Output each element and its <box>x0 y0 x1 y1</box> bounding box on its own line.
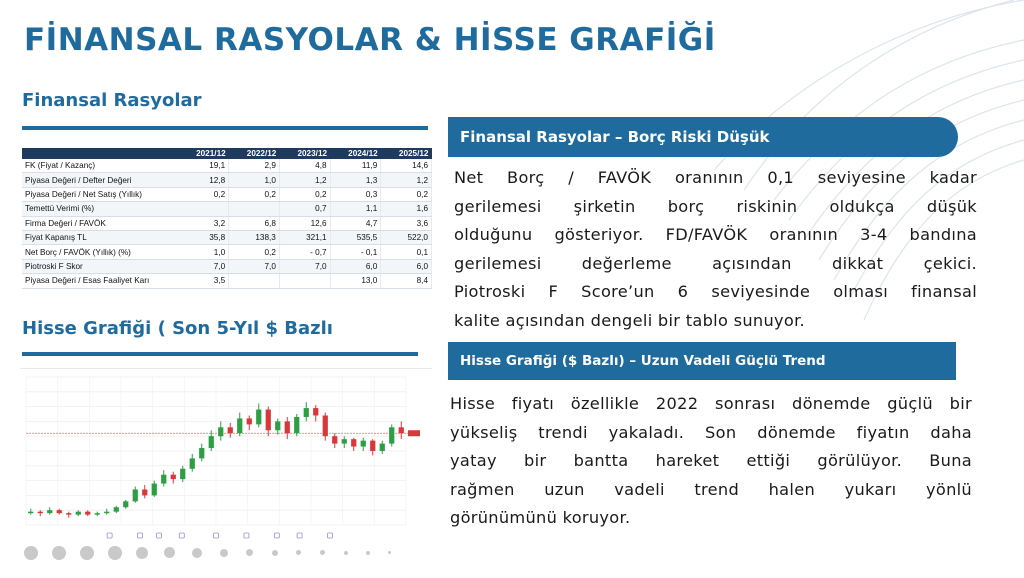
candle-body <box>323 415 328 436</box>
candle-body <box>370 441 375 451</box>
risk-panel-text <box>454 164 977 336</box>
candle-body <box>304 408 309 417</box>
table-cell: - 0,1 <box>330 245 381 259</box>
stock-chart <box>20 368 432 547</box>
table-cell: 0,2 <box>229 245 280 259</box>
event-marker <box>274 533 279 538</box>
trend-panel-text <box>450 390 972 533</box>
candle-body <box>228 427 233 433</box>
page-title: FİNANSAL RASYOLAR & HİSSE GRAFİĞİ <box>24 22 716 58</box>
candle-body <box>133 489 138 501</box>
table-cell: 3,6 <box>381 216 432 230</box>
candle-body <box>266 410 271 431</box>
candle-body <box>342 439 347 443</box>
event-marker <box>107 533 112 538</box>
chart-section-title: Hisse Grafiği ( Son 5-Yıl $ Bazlı <box>22 318 333 339</box>
table-cell: 522,0 <box>381 230 432 244</box>
row-label: Temettü Verimi (%) <box>22 202 178 216</box>
table-row <box>22 159 432 173</box>
candle-body <box>294 417 299 433</box>
table-cell: 6,0 <box>381 259 432 273</box>
event-marker <box>214 533 219 538</box>
table-cell <box>229 274 280 288</box>
pagination-dot <box>272 550 278 556</box>
row-label: Fiyat Kapanış TL <box>22 230 178 244</box>
trend-text-line: görünümünü koruyor. <box>450 508 631 528</box>
candle-body <box>38 512 43 514</box>
table-row <box>22 230 432 244</box>
candle-body <box>190 458 195 468</box>
pagination-dot <box>296 550 301 555</box>
candle-body <box>123 501 128 507</box>
trend-panel-header: Hisse Grafiği ($ Bazlı) – Uzun Vadeli Güçlü Trend <box>448 342 956 380</box>
candle-body <box>180 469 185 479</box>
table-cell: 7,0 <box>178 259 229 273</box>
pagination-dot <box>366 551 370 555</box>
candle-body <box>361 441 366 447</box>
column-header: 2023/12 <box>279 148 330 159</box>
risk-text-line: gerilemesi değerleme açısından dikkat çekici. <box>454 253 977 273</box>
table-cell: 3,5 <box>178 274 229 288</box>
candle-body <box>171 475 176 479</box>
table-cell: 4,7 <box>330 216 381 230</box>
table-cell: 1,2 <box>279 173 330 187</box>
table-row <box>22 245 432 259</box>
table-cell: 3,2 <box>178 216 229 230</box>
candle-body <box>285 421 290 433</box>
chart-divider <box>22 352 418 356</box>
financial-ratios-table <box>22 148 432 289</box>
pagination-dot <box>320 550 325 555</box>
table-cell: 2,9 <box>229 159 280 173</box>
pagination-dot <box>80 546 94 560</box>
row-label: Piotroski F Skor <box>22 259 178 273</box>
table-cell: 11,9 <box>330 159 381 173</box>
candle-body <box>95 513 100 515</box>
row-label: FK (Fiyat / Kazanç) <box>22 159 178 173</box>
row-label: Firma Değeri / FAVÖK <box>22 216 178 230</box>
pagination-dot <box>344 551 348 555</box>
candle-body <box>161 475 166 484</box>
candle-body <box>57 510 62 513</box>
table-cell: 1,3 <box>330 173 381 187</box>
table-row <box>22 187 432 201</box>
candle-body <box>351 439 356 446</box>
table-cell: 0,2 <box>381 187 432 201</box>
row-label: Net Borç / FAVÖK (Yıllık) (%) <box>22 245 178 259</box>
table-row <box>22 173 432 187</box>
risk-panel-header: Finansal Rasyolar – Borç Riski Düşük <box>448 117 958 157</box>
trend-text-line: rağmen uzun vadeli trend halen yukarı yönlü <box>450 479 972 499</box>
table-cell: 13,0 <box>330 274 381 288</box>
trend-text-line: Hisse fiyatı özellikle 2022 sonrası dönemde güçlü bir <box>450 394 972 413</box>
candle-body <box>85 512 90 515</box>
table-cell: 8,4 <box>381 274 432 288</box>
table-cell: 535,5 <box>330 230 381 244</box>
candle-body <box>237 418 242 433</box>
table-cell: 0,7 <box>279 202 330 216</box>
table-cell: 12,8 <box>178 173 229 187</box>
table-cell: 35,8 <box>178 230 229 244</box>
candlestick-chart <box>20 369 432 547</box>
table-cell: 1,0 <box>178 245 229 259</box>
table-cell: 0,1 <box>381 245 432 259</box>
table-cell: 7,0 <box>279 259 330 273</box>
event-marker <box>328 533 333 538</box>
column-header <box>22 148 178 159</box>
table-cell: 1,6 <box>381 202 432 216</box>
table-cell: 1,1 <box>330 202 381 216</box>
ratios-divider <box>22 126 428 130</box>
table-cell: 138,3 <box>229 230 280 244</box>
candle-body <box>76 512 81 515</box>
candle-body <box>332 436 337 443</box>
candle-body <box>152 484 157 496</box>
risk-text-line: kalite açısından dengeli bir tablo sunuyor. <box>454 310 806 330</box>
column-header: 2021/12 <box>178 148 229 159</box>
table-cell: 321,1 <box>279 230 330 244</box>
table-row <box>22 216 432 230</box>
pagination-dot <box>164 547 175 558</box>
candle-body <box>313 408 318 415</box>
table-cell: 1,2 <box>381 173 432 187</box>
candle-body <box>66 513 71 515</box>
candle-body <box>275 421 280 430</box>
pagination-dot <box>246 549 253 556</box>
candle-body <box>389 427 394 443</box>
table-row <box>22 202 432 216</box>
pagination-dot <box>192 548 202 558</box>
trend-text-line: yatay bir bantta hareket ettiği görülüyor. Buna <box>450 451 972 471</box>
table-cell: 0,3 <box>330 187 381 201</box>
event-marker <box>244 533 249 538</box>
table-cell <box>279 274 330 288</box>
pagination-dot <box>220 549 228 557</box>
risk-text-line: olduğunu gösteriyor. FD/FAVÖK oranının 3-4 bandına <box>454 225 977 245</box>
table-cell <box>178 202 229 216</box>
row-label: Piyasa Değeri / Esas Faaliyet Karı <box>22 274 178 288</box>
ratios-section-title: Finansal Rasyolar <box>22 90 202 111</box>
candle-body <box>209 436 214 448</box>
table-row <box>22 274 432 288</box>
table-cell: 6,8 <box>229 216 280 230</box>
candle-body <box>256 410 261 425</box>
event-marker <box>297 533 302 538</box>
candle-body <box>199 448 204 458</box>
event-marker <box>138 533 143 538</box>
table-cell: - 0,7 <box>279 245 330 259</box>
column-header: 2025/12 <box>381 148 432 159</box>
table-cell: 0,2 <box>279 187 330 201</box>
row-label: Piyasa Değeri / Net Satış (Yıllık) <box>22 187 178 201</box>
risk-text-line: Piotroski F Score’un 6 seviyesinde olması finansal <box>454 282 977 302</box>
table-cell: 0,2 <box>178 187 229 201</box>
candle-body <box>104 512 109 514</box>
price-tag <box>408 430 420 436</box>
column-header: 2024/12 <box>330 148 381 159</box>
candle-body <box>247 418 252 424</box>
row-label: Piyasa Değeri / Defter Değeri <box>22 173 178 187</box>
candle-body <box>399 427 404 433</box>
pagination-dot <box>108 546 122 560</box>
candle-body <box>142 489 147 495</box>
candle-body <box>380 444 385 451</box>
event-marker <box>179 533 184 538</box>
pagination-dot <box>24 546 38 560</box>
risk-text-line: gerilemesi şirketin borç riskinin oldukça düşük <box>454 196 977 216</box>
risk-text-line: Net Borç / FAVÖK oranının 0,1 seviyesine kadar <box>454 168 977 187</box>
table-cell: 14,6 <box>381 159 432 173</box>
table-cell: 4,8 <box>279 159 330 173</box>
table-cell: 1,0 <box>229 173 280 187</box>
column-header: 2022/12 <box>229 148 280 159</box>
candle-body <box>28 512 33 514</box>
table-cell: 12,6 <box>279 216 330 230</box>
table-cell <box>229 202 280 216</box>
event-marker <box>157 533 162 538</box>
candle-body <box>47 510 52 513</box>
candle-body <box>114 507 119 511</box>
trend-text-line: yükseliş trendi yakaladı. Son dönemde fiyatın daha <box>450 422 972 442</box>
table-cell: 19,1 <box>178 159 229 173</box>
table-row <box>22 259 432 273</box>
pagination-dot <box>136 547 148 559</box>
pagination-dot <box>52 546 66 560</box>
pagination-dot <box>388 551 391 554</box>
table-cell: 7,0 <box>229 259 280 273</box>
table-cell: 0,2 <box>229 187 280 201</box>
candle-body <box>218 427 223 436</box>
table-header-row <box>22 148 432 159</box>
table-cell: 6,0 <box>330 259 381 273</box>
